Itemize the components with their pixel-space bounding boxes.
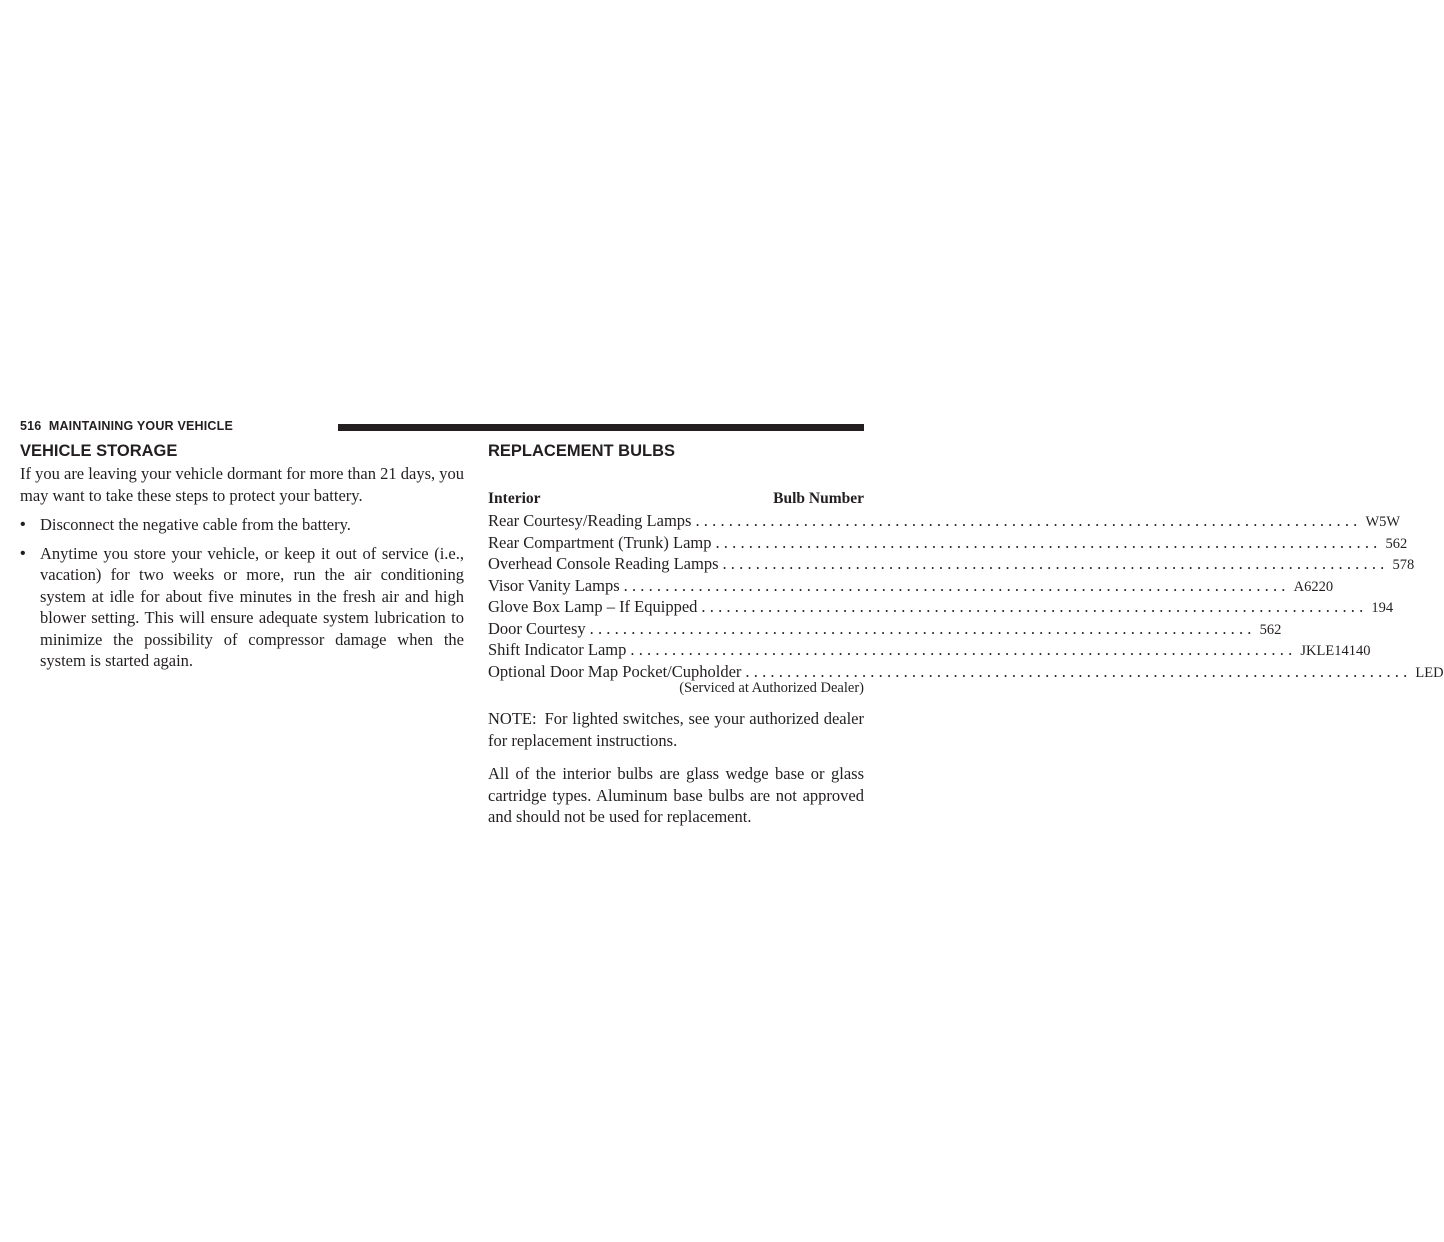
note-paragraph [488, 708, 864, 751]
row-note: (Serviced at Authorized Dealer) [679, 680, 864, 696]
storage-bullet-list [20, 514, 464, 672]
dot-leader: ................................................................................ [630, 640, 1297, 659]
row-name: Door Courtesy [488, 618, 586, 638]
bullet-item [20, 543, 464, 672]
section-title: MAINTAINING YOUR VEHICLE [48, 419, 234, 433]
dot-leader: ................................................................................ [589, 618, 1256, 638]
storage-intro: If you are leaving your vehicle dormant for more than 21 days, you may want to take these steps to protect your battery. [20, 464, 464, 505]
row-name: Visor Vanity Lamps [488, 575, 620, 595]
row-name: Overhead Console Reading Lamps [488, 554, 719, 573]
page-number: 516 [20, 419, 42, 433]
bulb-table [488, 488, 1444, 696]
table-row [488, 596, 1394, 618]
row-value: 578 [1392, 557, 1415, 573]
dot-leader: ................................................................................ [722, 554, 1389, 573]
dot-leader: ................................................................................ [695, 511, 1362, 530]
right-column [488, 441, 1444, 828]
row-value: LED [1415, 664, 1444, 681]
row-value: 562 [1385, 535, 1408, 552]
left-column [20, 441, 464, 679]
row-value: W5W [1365, 514, 1401, 530]
table-row [488, 553, 1415, 575]
row-name: Glove Box Lamp – If Equipped [488, 597, 698, 616]
bullet-item [20, 514, 464, 536]
bullet-icon: • [20, 516, 26, 533]
header-bulb-number: Bulb Number [773, 490, 864, 507]
replacement-bulbs-heading: REPLACEMENT BULBS [488, 442, 676, 460]
row-value: A6220 [1293, 578, 1334, 595]
table-row [488, 510, 1401, 532]
row-name: Optional Door Map Pocket/Cupholder [488, 661, 742, 681]
header-interior: Interior [488, 490, 541, 507]
row-value: 562 [1259, 621, 1282, 638]
table-row [488, 532, 1408, 554]
vehicle-storage-heading: VEHICLE STORAGE [20, 442, 178, 460]
table-row [488, 661, 1444, 683]
page-header [20, 418, 864, 438]
note-label: NOTE: [488, 709, 537, 728]
row-value: 194 [1371, 600, 1394, 616]
bulb-paragraph: All of the interior bulbs are glass wedge base or glass cartridge types. Aluminum base bulbs are not approved and should not be used for replacement. [488, 764, 864, 826]
page-header-text [20, 419, 233, 433]
bulb-table-header [488, 488, 864, 510]
dot-leader: ................................................................................ [745, 661, 1412, 681]
header-rule [338, 424, 864, 431]
table-row [488, 639, 1371, 661]
row-name: Shift Indicator Lamp [488, 640, 627, 659]
table-row [488, 618, 1282, 640]
table-row [488, 575, 1334, 597]
note-text: For lighted switches, see your authorized dealer for replacement instructions. [488, 709, 864, 750]
row-name: Rear Courtesy/Reading Lamps [488, 511, 692, 530]
bullet-text: Anytime you store your vehicle, or keep it out of service (i.e., vacation) for two weeks or more, run the air conditioning system at idle for about five minutes in the fresh air and high blower setting. This will ensure adequate system lubrication to minimize the possibility of compressor damage when the system is started again. [40, 543, 464, 670]
row-value: JKLE14140 [1300, 643, 1371, 659]
dot-leader: ................................................................................ [715, 532, 1382, 552]
dot-leader: ................................................................................ [623, 575, 1290, 595]
bullet-icon: • [20, 544, 26, 562]
row-name: Rear Compartment (Trunk) Lamp [488, 532, 712, 552]
bullet-text: Disconnect the negative cable from the battery. [40, 515, 351, 534]
dot-leader: ................................................................................ [701, 597, 1368, 616]
